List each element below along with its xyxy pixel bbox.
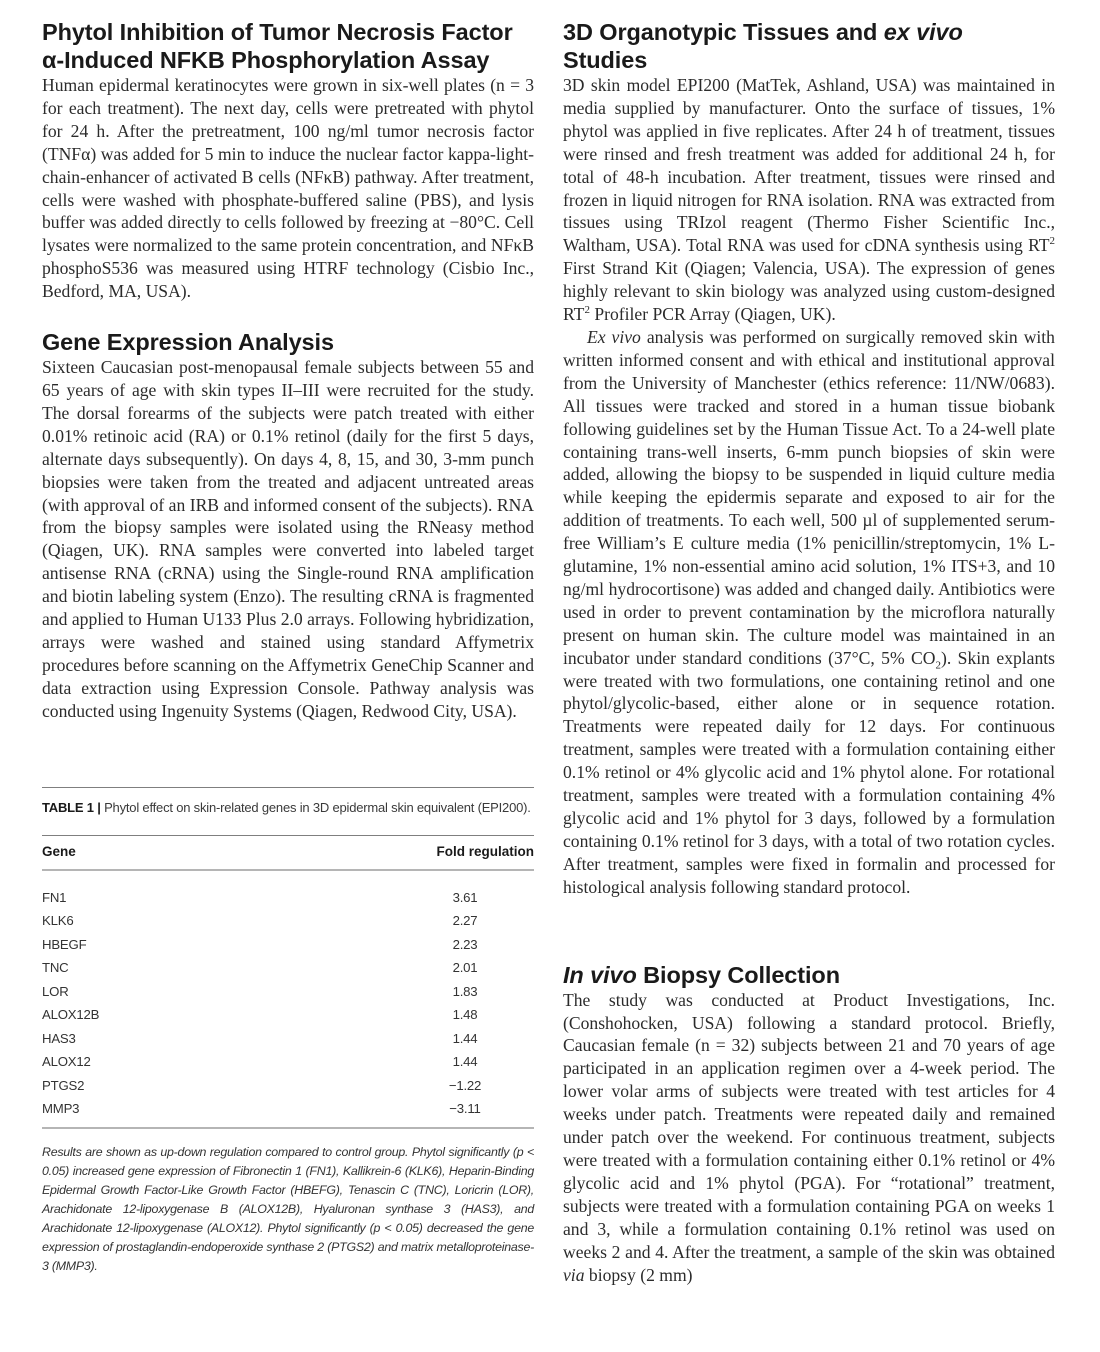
right-column xyxy=(563,18,1055,1286)
fold-cell: 1.44 xyxy=(452,1030,478,1046)
gene-cell: LOR xyxy=(42,983,69,999)
text-run: 3D skin model EPI200 (MatTek, Ashland, USA) was maintained in media supplied by manufacturer. Onto the surface of tissues, 1% phytol was applied in five replicates. After 24 h of treatment, tissues were rinsed and fresh treatment was added for additional 24 h, for total of 48-h incubation. After treatment, tissues were rinsed and frozen in liquid nitrogen for RNA isolation. RNA was extracted from tissues using TRIzol reagent (Thermo Fisher Scientific Inc., Waltham, USA). Total RNA was used for cDNA synthesis using RT xyxy=(563,75,1055,256)
table-1 xyxy=(42,787,534,1277)
text-run: The study was conducted at Product Investigations, Inc. (Conshohocken, USA) following a standard protocol. Briefly, Caucasian female (n = 32) subjects between 21 and 70 years of age participated in an application regimen over a 4-week period. The lower volar arms of subjects were treated with test articles for 4 weeks under patch. Treatments were repeated daily and remained under patch over the weekend. For continuous treatment, subjects were treated with a formulation containing either 0.1% retinol or 4% glycolic acid and 1% phytol (PGA). For “rotational” treatment, subjects were treated with a formulation containing PGA on weeks 1 and 3, while a formulation containing 0.1% retinol was used on weeks 2 and 4. After the treatment, a sample of the skin was obtained xyxy=(563,989,1055,1262)
table-rule xyxy=(42,787,534,788)
text-run: ). Skin explants were treated with two formulations, one containing retinol and one phytol/glycolic-based, either alone or in sequence rotation. Treatments were repeated daily for 12 days. For continuous treatment, samples were treated with a formulation containing either 0.1% retinol or 4% glycolic acid and 1% phytol alone. For rotational treatment, samples were treated with a formulation containing 4% glycolic acid and 1% phytol for 3 days, followed by a formulation containing 0.1% retinol for 3 days, with a total of two rotation cycles. After treatment, samples were fixed in formalin and processed for histological analysis following standard protocol. xyxy=(563,647,1056,897)
heading-part: Biopsy Collection xyxy=(636,961,840,988)
table-body xyxy=(42,871,534,1127)
superscript: 2 xyxy=(584,304,590,317)
table-row xyxy=(42,980,534,1004)
fold-cell: 1.48 xyxy=(452,1007,478,1023)
gene-cell: KLK6 xyxy=(42,913,74,929)
fold-cell: 1.44 xyxy=(452,1054,478,1070)
table-row xyxy=(42,1050,534,1074)
table-header-row xyxy=(42,836,534,869)
gene-cell: ALOX12B xyxy=(42,1007,100,1023)
section-heading: Phytol Inhibition of Tumor Necrosis Factor α-Induced NFKB Phosphorylation Assay xyxy=(42,19,513,73)
gene-cell: FN1 xyxy=(42,889,67,905)
heading-part: 3D Organotypic Tissues and xyxy=(563,19,884,45)
gene-cell: PTGS2 xyxy=(42,1077,85,1093)
fold-cell: 2.23 xyxy=(452,936,478,952)
table-row xyxy=(42,933,534,957)
text-run: First Strand Kit (Qiagen; Valencia, USA). The expression of genes highly relevant to skin biology was analyzed using custom-designed RT xyxy=(563,258,1055,325)
italic-run: via xyxy=(563,1264,585,1285)
gene-cell: ALOX12 xyxy=(42,1054,91,1070)
heading-italic: ex vivo xyxy=(883,19,963,45)
heading-italic: In vivo xyxy=(563,961,637,988)
fold-cell: 3.61 xyxy=(452,889,478,905)
subscript: 2 xyxy=(935,659,941,672)
table-rule xyxy=(42,1127,534,1129)
section-paragraph xyxy=(563,326,1055,899)
section-paragraph: Human epidermal keratinocytes were grown in six-well plates (n = 3 for each treatment). The next day, cells were pretreated with phytol for 24 h. After the pretreatment, 100 ng/ml tumor necrosis factor (TNFα) was added for 5 min to induce the nuclear factor kappa-light-chain-enhancer of activated B cells (NFκB) pathway. After treatment, cells were washed with phosphate-buffered saline (PBS), and lysis buffer was added directly to cells followed by freezing at −80°C. Cell lysates were normalized to the same protein concentration, and NFκB phosphoS536 was measured using HTRF technology (Cisbio Inc., Bedford, MA, USA). xyxy=(42,75,534,302)
section-paragraph: Sixteen Caucasian post-menopausal female subjects between 55 and 65 years of age with skin types II–III were recruited for the study. The dorsal forearms of the subjects were patch treated with either 0.01% retinoic acid (RA) or 0.1% retinol (daily for the first 5 days, alternate days subsequently). On days 4, 8, 15, and 30, 3-mm punch biopsies were taken from the treated and adjacent untreated areas (with approval of an IRB and informed consent of the subjects). RNA from the biopsy samples were isolated using the RNeasy method (Qiagen, UK). RNA samples were converted into labeled target antisense RNA (cRNA) using the Single-round RNA amplification and biotin labeling system (Enzo). The resulting cRNA is fragmented and applied to Human U133 Plus 2.0 arrays. Following hybridization, arrays were washed and stained using standard Affymetrix procedures before scanning on the Affymetrix GeneChip Scanner and data extraction using Expression Console. Pathway analysis was conducted using Ingenuity Systems (Qiagen, Redwood City, USA). xyxy=(42,357,534,721)
table-row xyxy=(42,1003,534,1027)
table-caption xyxy=(42,798,534,817)
heading-part: Studies xyxy=(563,47,648,73)
gene-cell: HAS3 xyxy=(42,1030,76,1046)
table-row xyxy=(42,1097,534,1121)
table-label: TABLE 1 | xyxy=(42,799,101,815)
fold-cell: 2.01 xyxy=(452,960,478,976)
table-caption-text: Phytol effect on skin-related genes in 3D epidermal skin equivalent (EPI200). xyxy=(104,799,531,815)
section-in-vivo-biopsy xyxy=(563,961,1055,1287)
fold-cell: −1.22 xyxy=(448,1077,482,1093)
text-run: Profiler PCR Array (Qiagen, UK). xyxy=(589,304,836,325)
section-heading: Gene Expression Analysis xyxy=(42,329,334,356)
gene-cell: TNC xyxy=(42,960,69,976)
section-heading xyxy=(563,961,1055,989)
superscript: 2 xyxy=(1049,235,1055,248)
gene-cell: HBEGF xyxy=(42,936,87,952)
table-row xyxy=(42,1027,534,1051)
fold-cell: −3.11 xyxy=(449,1101,481,1117)
section-heading xyxy=(563,18,1055,74)
section-tnf-assay xyxy=(42,18,534,303)
table-row xyxy=(42,956,534,980)
text-run: analysis was performed on surgically removed skin with written informed consent and with ethical and institutional approval from the University of Manchester (ethics reference: 11/NW/0683). All tissues were tracked and stored in a human tissue biobank following guidelines set by the Human Tissue Act. To a 24-well plate containing trans-well inserts, 6-mm punch biopsies of skin were added, allowing the biopsy to be suspended in liquid culture media while keeping the epidermis separate and exposed to air for the addition of treatments. To each well, 500 µl of supplemented serum-free William’s E culture media (1% penicillin/streptomycin, 1% L-glutamine, 1% non-essential amino acid solution, 1% ITS+3, and 10 ng/ml hydrocortisone) was added and changed daily. Antibiotics were used in order to prevent contamination by the microflora naturally present on human skin. The culture model was maintained in an incubator under standard conditions (37°C, 5% CO xyxy=(563,326,1055,668)
gene-cell: MMP3 xyxy=(42,1101,80,1117)
table-row xyxy=(42,909,534,933)
column-header-fold: Fold regulation xyxy=(436,843,534,859)
left-column xyxy=(42,18,534,1289)
section-paragraph xyxy=(563,989,1055,1287)
section-paragraph xyxy=(563,74,1055,326)
fold-cell: 2.27 xyxy=(452,913,478,929)
fold-cell: 1.83 xyxy=(452,983,478,999)
section-3d-organotypic xyxy=(563,18,1055,899)
table-row xyxy=(42,1074,534,1098)
italic-run: Ex vivo xyxy=(587,326,641,347)
section-gene-expression xyxy=(42,328,534,723)
table-footnote: Results are shown as up-down regulation compared to control group. Phytol significantly (p < 0.05) increased gene expression of Fibronectin 1 (FN1), Kallikrein-6 (KLK6), Heparin-Binding Epidermal Growth Factor-Like Growth Factor (HBEFG), Tenascin C (TNC), Loricrin (LOR), Arachidonate 12-lipoxygenase B (ALOX12B), Hyaluronan synthase 3 (HAS3), and Arachidonate 12-lipoxygenase (ALOX12). Phytol significantly (p < 0.05) decreased the gene expression of prostaglandin-endoperoxide synthase 2 (PTGS2) and matrix metalloproteinase-3 (MMP3). xyxy=(42,1144,534,1274)
text-run: biopsy (2 mm) xyxy=(584,1264,693,1285)
column-header-gene: Gene xyxy=(42,843,76,859)
table-row xyxy=(42,886,534,910)
